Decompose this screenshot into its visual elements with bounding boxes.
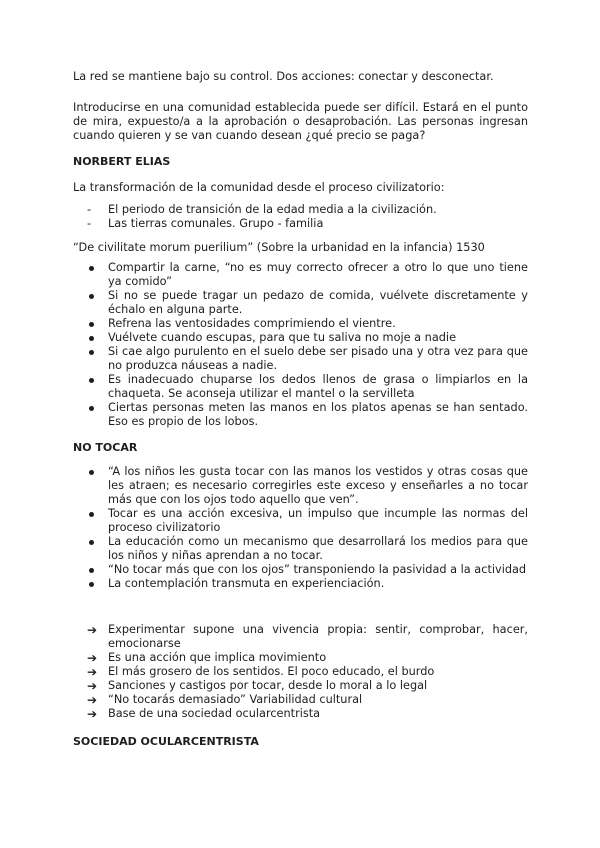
intro-line: La red se mantiene bajo su control. Dos acciones: conectar y desconectar. <box>73 70 494 83</box>
list-item: ➔ Base de una sociedad ocularcentrista <box>87 707 321 721</box>
heading-sociedad-ocularcentrista: SOCIEDAD OCULARCENTRISTA <box>73 735 259 748</box>
arrow-list <box>73 623 528 721</box>
list-item: Ciertas personas meten las manos en los platos apenas se han sentado. Eso es propio de los lobos. <box>73 401 528 429</box>
list-item: - Las tierras comunales. Grupo - familia <box>87 217 324 230</box>
bullet-dot-icon <box>87 373 95 387</box>
bullet-dot-icon <box>87 465 95 479</box>
intro-paragraph: Introducirse en una comunidad establecida puede ser difícil. Estará en el punto de mira, expuesto/a a la aprobación o desaprobación. Las personas ingresan cuando quieren y se van cuando desean ¿qué precio se paga? <box>73 101 528 142</box>
dash-marker: - <box>87 217 92 230</box>
dash-list <box>73 203 528 231</box>
bullet-dot-icon <box>87 535 95 549</box>
list-item: Es inadecuado chuparse los dedos llenos de grasa o limpiarlos en la chaqueta. Se aconseja utilizar el mantel o la servilleta <box>73 373 528 401</box>
list-item: Si no se puede tragar un pedazo de comida, vuélvete discretamente y échalo en alguna parte. <box>73 289 528 317</box>
bullet-dot-icon <box>87 317 95 331</box>
list-item: ➔ Es una acción que implica movimiento <box>87 651 327 665</box>
list-item: “A los niños les gusta tocar con las manos los vestidos y otras cosas que les atraen; es necesario corregirles este exceso y enseñarles a no tocar más que con los ojos todo aquello que ven”. <box>73 465 528 507</box>
bullet-dot-icon <box>87 507 95 521</box>
arrow-right-icon: ➔ <box>87 707 98 721</box>
list-item: - El periodo de transición de la edad media a la civilización. <box>87 203 437 216</box>
list-item: “No tocar más que con los ojos” transponiendo la pasividad a la actividad <box>73 563 528 577</box>
no-tocar-list <box>73 465 528 591</box>
list-item: ➔ Experimentar supone una vivencia propia: sentir, comprobar, hacer, emocionarse <box>87 623 528 650</box>
list-item: ➔ “No tocarás demasiado” Variabilidad cultural <box>87 693 363 707</box>
bullet-dot-icon <box>87 401 95 415</box>
list-item: Vuélvete cuando escupas, para que tu saliva no moje a nadie <box>73 331 528 345</box>
document-page <box>73 64 528 749</box>
bullet-dot-icon <box>87 331 95 345</box>
civilitate-line: “De civilitate morum puerilium” (Sobre la urbanidad en la infancia) 1530 <box>73 241 485 254</box>
arrow-right-icon: ➔ <box>87 623 98 637</box>
list-item: La contemplación transmuta en experienciación. <box>73 577 528 591</box>
list-item: Tocar es una acción excesiva, un impulso que incumple las normas del proceso civilizatorio <box>73 507 528 535</box>
bullet-dot-icon <box>87 289 95 303</box>
dash-marker: - <box>87 203 92 216</box>
transformation-line: La transformación de la comunidad desde el proceso civilizatorio: <box>73 181 445 194</box>
civilitate-list <box>73 261 528 429</box>
list-item: Compartir la carne, “no es muy correcto ofrecer a otro lo que uno tiene ya comido” <box>73 261 528 289</box>
heading-no-tocar: NO TOCAR <box>73 441 138 454</box>
arrow-right-icon: ➔ <box>87 679 98 693</box>
bullet-dot-icon <box>87 577 95 591</box>
list-item: Si cae algo purulento en el suelo debe ser pisado una y otra vez para que no produzca náuseas a nadie. <box>73 345 528 373</box>
bullet-dot-icon <box>87 261 95 275</box>
arrow-right-icon: ➔ <box>87 693 98 707</box>
bullet-dot-icon <box>87 345 95 359</box>
bullet-dot-icon <box>87 563 95 577</box>
arrow-right-icon: ➔ <box>87 665 98 679</box>
heading-norbert-elias: NORBERT ELIAS <box>73 155 171 168</box>
list-item: Refrena las ventosidades comprimiendo el vientre. <box>73 317 528 331</box>
list-item: ➔ Sanciones y castigos por tocar, desde lo moral a lo legal <box>87 679 428 693</box>
list-item: ➔ El más grosero de los sentidos. El poco educado, el burdo <box>87 665 435 679</box>
list-item: La educación como un mecanismo que desarrollará los medios para que los niños y niñas aprendan a no tocar. <box>73 535 528 563</box>
arrow-right-icon: ➔ <box>87 651 98 665</box>
